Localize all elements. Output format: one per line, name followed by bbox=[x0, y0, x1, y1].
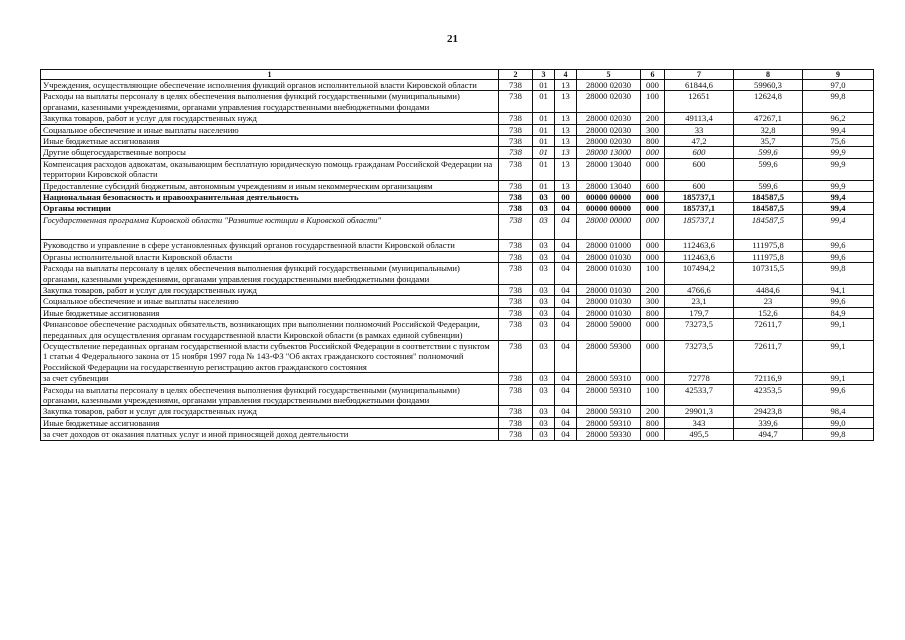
subsection-code-cell: 00 bbox=[555, 192, 577, 203]
row-name-cell: Расходы на выплаты персоналу в целях обеспечения выполнения функций государственными (муниципальными) органами, казенными учреждениями, органами управления государственными внебюджетными фондами bbox=[41, 384, 499, 406]
section-code-cell: 03 bbox=[533, 417, 555, 428]
table-row bbox=[41, 158, 874, 180]
section-code-cell: 01 bbox=[533, 158, 555, 180]
table-row bbox=[41, 147, 874, 158]
target-article-cell: 28000 01030 bbox=[577, 307, 641, 318]
row-name-cell: Учреждения, осуществляющие обеспечение исполнения функций органов исполнительной власти Кировской области bbox=[41, 80, 499, 91]
subsection-code-cell: 04 bbox=[555, 203, 577, 214]
subsection-code-cell: 04 bbox=[555, 214, 577, 239]
table-row bbox=[41, 80, 874, 91]
actual-amount-cell: 494,7 bbox=[734, 429, 803, 440]
table-row bbox=[41, 136, 874, 147]
target-article-cell: 28000 59000 bbox=[577, 319, 641, 341]
expense-type-cell: 100 bbox=[641, 384, 665, 406]
subsection-code-cell: 04 bbox=[555, 384, 577, 406]
section-code-cell: 03 bbox=[533, 406, 555, 417]
target-article-cell: 28000 59310 bbox=[577, 406, 641, 417]
target-article-cell: 28000 13040 bbox=[577, 158, 641, 180]
plan-amount-cell: 179,7 bbox=[665, 307, 734, 318]
execution-percent-cell: 99,8 bbox=[803, 429, 874, 440]
actual-amount-cell: 184587,5 bbox=[734, 203, 803, 214]
plan-amount-cell: 343 bbox=[665, 417, 734, 428]
expense-type-cell: 000 bbox=[641, 80, 665, 91]
table-row bbox=[41, 240, 874, 251]
table-row bbox=[41, 307, 874, 318]
row-name-cell: Социальное обеспечение и иные выплаты населению bbox=[41, 124, 499, 135]
execution-percent-cell: 99,6 bbox=[803, 384, 874, 406]
plan-amount-cell: 185737,1 bbox=[665, 203, 734, 214]
execution-percent-cell: 98,4 bbox=[803, 406, 874, 417]
admin-code-cell: 738 bbox=[499, 192, 533, 203]
section-code-cell: 03 bbox=[533, 429, 555, 440]
actual-amount-cell: 72116,9 bbox=[734, 373, 803, 384]
section-code-cell: 01 bbox=[533, 180, 555, 191]
row-name-cell: Иные бюджетные ассигнования bbox=[41, 417, 499, 428]
row-name-cell: Закупка товаров, работ и услуг для государственных нужд bbox=[41, 113, 499, 124]
plan-amount-cell: 42533,7 bbox=[665, 384, 734, 406]
execution-percent-cell: 99,8 bbox=[803, 91, 874, 113]
actual-amount-cell: 599,6 bbox=[734, 158, 803, 180]
section-code-cell: 01 bbox=[533, 80, 555, 91]
header-cell: 4 bbox=[555, 70, 577, 80]
table-row bbox=[41, 384, 874, 406]
admin-code-cell: 738 bbox=[499, 384, 533, 406]
row-name-cell: Расходы на выплаты персоналу в целях обеспечения выполнения функций государственными (муниципальными) органами, казенными учреждениями, органами управления государственными внебюджетными фондами bbox=[41, 91, 499, 113]
target-article-cell: 28000 01030 bbox=[577, 251, 641, 262]
execution-percent-cell: 99,6 bbox=[803, 240, 874, 251]
expense-type-cell: 800 bbox=[641, 417, 665, 428]
row-name-cell: Иные бюджетные ассигнования bbox=[41, 136, 499, 147]
actual-amount-cell: 339,6 bbox=[734, 417, 803, 428]
expense-type-cell: 200 bbox=[641, 284, 665, 295]
execution-percent-cell: 99,6 bbox=[803, 251, 874, 262]
admin-code-cell: 738 bbox=[499, 307, 533, 318]
admin-code-cell: 738 bbox=[499, 180, 533, 191]
execution-percent-cell: 99,8 bbox=[803, 263, 874, 285]
admin-code-cell: 738 bbox=[499, 124, 533, 135]
execution-percent-cell: 99,6 bbox=[803, 296, 874, 307]
table-row bbox=[41, 284, 874, 295]
actual-amount-cell: 184587,5 bbox=[734, 192, 803, 203]
expense-type-cell: 200 bbox=[641, 113, 665, 124]
expense-type-cell: 000 bbox=[641, 147, 665, 158]
expense-type-cell: 300 bbox=[641, 296, 665, 307]
expense-type-cell: 000 bbox=[641, 240, 665, 251]
target-article-cell: 28000 01030 bbox=[577, 284, 641, 295]
target-article-cell: 28000 01030 bbox=[577, 263, 641, 285]
table-body bbox=[41, 80, 874, 441]
target-article-cell: 28000 59300 bbox=[577, 340, 641, 372]
table-row bbox=[41, 203, 874, 214]
admin-code-cell: 738 bbox=[499, 296, 533, 307]
admin-code-cell: 738 bbox=[499, 240, 533, 251]
admin-code-cell: 738 bbox=[499, 251, 533, 262]
row-name-cell: Закупка товаров, работ и услуг для государственных нужд bbox=[41, 284, 499, 295]
plan-amount-cell: 61844,6 bbox=[665, 80, 734, 91]
expense-type-cell: 100 bbox=[641, 263, 665, 285]
section-code-cell: 03 bbox=[533, 192, 555, 203]
target-article-cell: 28000 13040 bbox=[577, 180, 641, 191]
actual-amount-cell: 111975,8 bbox=[734, 240, 803, 251]
actual-amount-cell: 35,7 bbox=[734, 136, 803, 147]
admin-code-cell: 738 bbox=[499, 91, 533, 113]
row-name-cell: Закупка товаров, работ и услуг для государственных нужд bbox=[41, 406, 499, 417]
target-article-cell: 28000 13000 bbox=[577, 147, 641, 158]
execution-percent-cell: 99,1 bbox=[803, 340, 874, 372]
row-name-cell: Другие общегосударственные вопросы bbox=[41, 147, 499, 158]
execution-percent-cell: 99,4 bbox=[803, 192, 874, 203]
row-name-cell: за счет субвенции bbox=[41, 373, 499, 384]
target-article-cell: 28000 01030 bbox=[577, 296, 641, 307]
execution-percent-cell: 75,6 bbox=[803, 136, 874, 147]
subsection-code-cell: 13 bbox=[555, 80, 577, 91]
target-article-cell: 00000 00000 bbox=[577, 203, 641, 214]
subsection-code-cell: 13 bbox=[555, 180, 577, 191]
expense-type-cell: 000 bbox=[641, 214, 665, 239]
table-row bbox=[41, 406, 874, 417]
row-name-cell: Органы исполнительной власти Кировской области bbox=[41, 251, 499, 262]
subsection-code-cell: 13 bbox=[555, 136, 577, 147]
section-code-cell: 01 bbox=[533, 113, 555, 124]
subsection-code-cell: 04 bbox=[555, 263, 577, 285]
table-row bbox=[41, 296, 874, 307]
actual-amount-cell: 29423,8 bbox=[734, 406, 803, 417]
actual-amount-cell: 72611,7 bbox=[734, 340, 803, 372]
execution-percent-cell: 99,1 bbox=[803, 319, 874, 341]
expense-type-cell: 000 bbox=[641, 203, 665, 214]
subsection-code-cell: 04 bbox=[555, 319, 577, 341]
page-number: 21 bbox=[447, 33, 458, 45]
plan-amount-cell: 600 bbox=[665, 147, 734, 158]
row-name-cell: Иные бюджетные ассигнования bbox=[41, 307, 499, 318]
execution-percent-cell: 97,0 bbox=[803, 80, 874, 91]
section-code-cell: 03 bbox=[533, 307, 555, 318]
actual-amount-cell: 599,6 bbox=[734, 147, 803, 158]
subsection-code-cell: 04 bbox=[555, 240, 577, 251]
subsection-code-cell: 13 bbox=[555, 91, 577, 113]
actual-amount-cell: 184587,5 bbox=[734, 214, 803, 239]
target-article-cell: 28000 02030 bbox=[577, 113, 641, 124]
plan-amount-cell: 73273,5 bbox=[665, 340, 734, 372]
actual-amount-cell: 12624,8 bbox=[734, 91, 803, 113]
execution-percent-cell: 96,2 bbox=[803, 113, 874, 124]
header-cell: 7 bbox=[665, 70, 734, 80]
target-article-cell: 28000 01000 bbox=[577, 240, 641, 251]
actual-amount-cell: 72611,7 bbox=[734, 319, 803, 341]
table-row bbox=[41, 373, 874, 384]
row-name-cell: Социальное обеспечение и иные выплаты населению bbox=[41, 296, 499, 307]
expense-type-cell: 000 bbox=[641, 373, 665, 384]
table-row bbox=[41, 251, 874, 262]
header-cell: 6 bbox=[641, 70, 665, 80]
execution-percent-cell: 84,9 bbox=[803, 307, 874, 318]
header-cell: 9 bbox=[803, 70, 874, 80]
table-row bbox=[41, 91, 874, 113]
target-article-cell: 28000 02030 bbox=[577, 136, 641, 147]
section-code-cell: 03 bbox=[533, 251, 555, 262]
expense-type-cell: 100 bbox=[641, 91, 665, 113]
plan-amount-cell: 107494,2 bbox=[665, 263, 734, 285]
execution-percent-cell: 99,9 bbox=[803, 180, 874, 191]
plan-amount-cell: 112463,6 bbox=[665, 251, 734, 262]
execution-percent-cell: 99,4 bbox=[803, 214, 874, 239]
actual-amount-cell: 599,6 bbox=[734, 180, 803, 191]
plan-amount-cell: 185737,1 bbox=[665, 214, 734, 239]
expense-type-cell: 800 bbox=[641, 136, 665, 147]
section-code-cell: 03 bbox=[533, 263, 555, 285]
plan-amount-cell: 112463,6 bbox=[665, 240, 734, 251]
target-article-cell: 28000 00000 bbox=[577, 214, 641, 239]
subsection-code-cell: 04 bbox=[555, 406, 577, 417]
admin-code-cell: 738 bbox=[499, 373, 533, 384]
subsection-code-cell: 13 bbox=[555, 113, 577, 124]
plan-amount-cell: 600 bbox=[665, 158, 734, 180]
section-code-cell: 03 bbox=[533, 203, 555, 214]
execution-percent-cell: 99,9 bbox=[803, 147, 874, 158]
admin-code-cell: 738 bbox=[499, 214, 533, 239]
admin-code-cell: 738 bbox=[499, 136, 533, 147]
subsection-code-cell: 04 bbox=[555, 284, 577, 295]
table-row bbox=[41, 263, 874, 285]
admin-code-cell: 738 bbox=[499, 417, 533, 428]
plan-amount-cell: 23,1 bbox=[665, 296, 734, 307]
subsection-code-cell: 04 bbox=[555, 307, 577, 318]
admin-code-cell: 738 bbox=[499, 340, 533, 372]
actual-amount-cell: 107315,5 bbox=[734, 263, 803, 285]
table-row bbox=[41, 180, 874, 191]
row-name-cell: Компенсация расходов адвокатам, оказывающим бесплатную юридическую помощь гражданам Российской Федерации на территории Кировской области bbox=[41, 158, 499, 180]
expense-type-cell: 800 bbox=[641, 307, 665, 318]
plan-amount-cell: 29901,3 bbox=[665, 406, 734, 417]
subsection-code-cell: 13 bbox=[555, 147, 577, 158]
expense-type-cell: 200 bbox=[641, 406, 665, 417]
admin-code-cell: 738 bbox=[499, 80, 533, 91]
execution-percent-cell: 94,1 bbox=[803, 284, 874, 295]
plan-amount-cell: 4766,6 bbox=[665, 284, 734, 295]
subsection-code-cell: 13 bbox=[555, 124, 577, 135]
plan-amount-cell: 495,5 bbox=[665, 429, 734, 440]
subsection-code-cell: 04 bbox=[555, 373, 577, 384]
target-article-cell: 28000 02030 bbox=[577, 124, 641, 135]
actual-amount-cell: 47267,1 bbox=[734, 113, 803, 124]
target-article-cell: 28000 02030 bbox=[577, 80, 641, 91]
admin-code-cell: 738 bbox=[499, 406, 533, 417]
expense-type-cell: 000 bbox=[641, 251, 665, 262]
row-name-cell: Национальная безопасность и правоохранительная деятельность bbox=[41, 192, 499, 203]
plan-amount-cell: 600 bbox=[665, 180, 734, 191]
target-article-cell: 28000 59330 bbox=[577, 429, 641, 440]
table-row bbox=[41, 124, 874, 135]
table-row bbox=[41, 192, 874, 203]
execution-percent-cell: 99,9 bbox=[803, 158, 874, 180]
row-name-cell: Расходы на выплаты персоналу в целях обеспечения выполнения функций государственными (муниципальными) органами, казенными учреждениями, органами управления государственными внебюджетными фондами bbox=[41, 263, 499, 285]
table-row bbox=[41, 319, 874, 341]
table-row bbox=[41, 214, 874, 239]
admin-code-cell: 738 bbox=[499, 429, 533, 440]
subsection-code-cell: 04 bbox=[555, 417, 577, 428]
plan-amount-cell: 49113,4 bbox=[665, 113, 734, 124]
row-name-cell: Государственная программа Кировской области "Развитие юстиции в Кировской области" bbox=[41, 214, 499, 239]
section-code-cell: 03 bbox=[533, 284, 555, 295]
section-code-cell: 03 bbox=[533, 373, 555, 384]
subsection-code-cell: 04 bbox=[555, 429, 577, 440]
header-cell: 2 bbox=[499, 70, 533, 80]
admin-code-cell: 738 bbox=[499, 263, 533, 285]
row-name-cell: за счет доходов от оказания платных услуг и иной приносящей доход деятельности bbox=[41, 429, 499, 440]
admin-code-cell: 738 bbox=[499, 203, 533, 214]
admin-code-cell: 738 bbox=[499, 158, 533, 180]
expense-type-cell: 000 bbox=[641, 340, 665, 372]
subsection-code-cell: 13 bbox=[555, 158, 577, 180]
header-cell: 1 bbox=[41, 70, 499, 80]
section-code-cell: 01 bbox=[533, 147, 555, 158]
row-name-cell: Финансовое обеспечение расходных обязательств, возникающих при выполнении полномочий Российской Федерации, переданных для осуществления органам государственной власти Кировской области (в рамках единой субвенции) bbox=[41, 319, 499, 341]
admin-code-cell: 738 bbox=[499, 319, 533, 341]
actual-amount-cell: 32,8 bbox=[734, 124, 803, 135]
plan-amount-cell: 33 bbox=[665, 124, 734, 135]
admin-code-cell: 738 bbox=[499, 113, 533, 124]
section-code-cell: 01 bbox=[533, 91, 555, 113]
plan-amount-cell: 185737,1 bbox=[665, 192, 734, 203]
table-row bbox=[41, 113, 874, 124]
actual-amount-cell: 59960,3 bbox=[734, 80, 803, 91]
section-code-cell: 03 bbox=[533, 319, 555, 341]
target-article-cell: 28000 59310 bbox=[577, 417, 641, 428]
section-code-cell: 03 bbox=[533, 240, 555, 251]
header-cell: 8 bbox=[734, 70, 803, 80]
plan-amount-cell: 72778 bbox=[665, 373, 734, 384]
actual-amount-cell: 152,6 bbox=[734, 307, 803, 318]
section-code-cell: 01 bbox=[533, 124, 555, 135]
section-code-cell: 03 bbox=[533, 214, 555, 239]
target-article-cell: 28000 02030 bbox=[577, 91, 641, 113]
subsection-code-cell: 04 bbox=[555, 296, 577, 307]
table-row bbox=[41, 340, 874, 372]
plan-amount-cell: 12651 bbox=[665, 91, 734, 113]
execution-percent-cell: 99,4 bbox=[803, 203, 874, 214]
plan-amount-cell: 73273,5 bbox=[665, 319, 734, 341]
row-name-cell: Органы юстиции bbox=[41, 203, 499, 214]
actual-amount-cell: 111975,8 bbox=[734, 251, 803, 262]
expense-type-cell: 300 bbox=[641, 124, 665, 135]
plan-amount-cell: 47,2 bbox=[665, 136, 734, 147]
actual-amount-cell: 4484,6 bbox=[734, 284, 803, 295]
subsection-code-cell: 04 bbox=[555, 340, 577, 372]
execution-percent-cell: 99,4 bbox=[803, 124, 874, 135]
header-cell: 5 bbox=[577, 70, 641, 80]
target-article-cell: 00000 00000 bbox=[577, 192, 641, 203]
execution-percent-cell: 99,1 bbox=[803, 373, 874, 384]
table-row bbox=[41, 417, 874, 428]
table-header-row bbox=[41, 70, 874, 80]
subsection-code-cell: 04 bbox=[555, 251, 577, 262]
section-code-cell: 01 bbox=[533, 136, 555, 147]
row-name-cell: Руководство и управление в сфере установленных функций органов государственной власти Кировской области bbox=[41, 240, 499, 251]
target-article-cell: 28000 59310 bbox=[577, 384, 641, 406]
actual-amount-cell: 42353,5 bbox=[734, 384, 803, 406]
admin-code-cell: 738 bbox=[499, 284, 533, 295]
section-code-cell: 03 bbox=[533, 384, 555, 406]
header-cell: 3 bbox=[533, 70, 555, 80]
expense-type-cell: 600 bbox=[641, 180, 665, 191]
expense-type-cell: 000 bbox=[641, 158, 665, 180]
budget-table bbox=[40, 69, 874, 441]
section-code-cell: 03 bbox=[533, 296, 555, 307]
row-name-cell: Осуществление переданных органам государственной власти субъектов Российской Федерации в соответствии с пунктом 1 статьи 4 Федерального закона от 15 ноября 1997 года № 143-ФЗ "Об актах гражданского состояния" полномочий Российской Федерации на государственную регистрацию актов гражданского состояния bbox=[41, 340, 499, 372]
section-code-cell: 03 bbox=[533, 340, 555, 372]
row-name-cell: Предоставление субсидий бюджетным, автономным учреждениям и иным некоммерческим организациям bbox=[41, 180, 499, 191]
expense-type-cell: 000 bbox=[641, 192, 665, 203]
expense-type-cell: 000 bbox=[641, 429, 665, 440]
table-row bbox=[41, 429, 874, 440]
expense-type-cell: 000 bbox=[641, 319, 665, 341]
target-article-cell: 28000 59310 bbox=[577, 373, 641, 384]
admin-code-cell: 738 bbox=[499, 147, 533, 158]
actual-amount-cell: 23 bbox=[734, 296, 803, 307]
execution-percent-cell: 99,0 bbox=[803, 417, 874, 428]
